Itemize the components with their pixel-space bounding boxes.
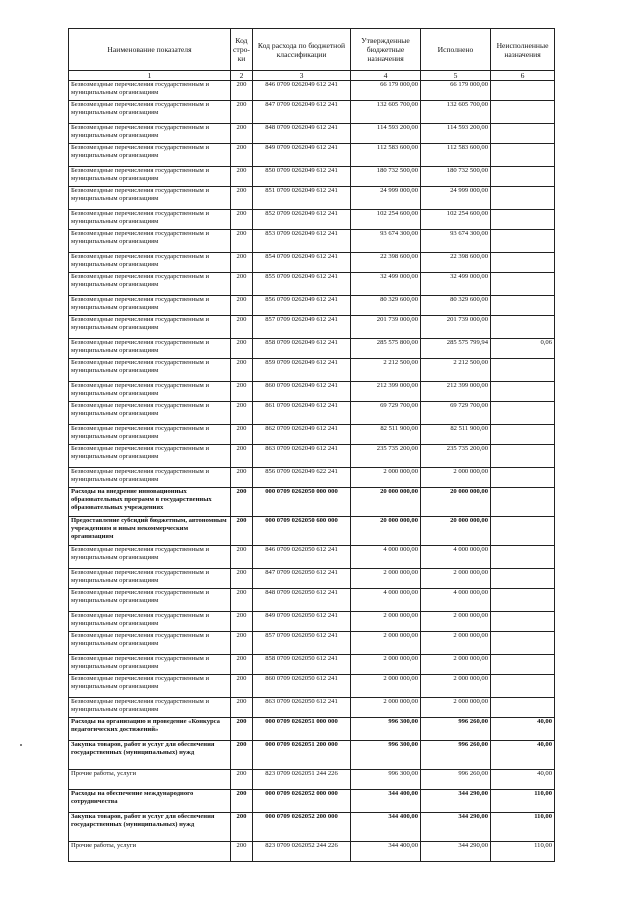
row-expense-code: 863 0709 0262050 612 241	[253, 698, 351, 718]
table-row	[69, 589, 555, 612]
row-approved: 2 000 000,00	[351, 698, 421, 718]
row-unfulfilled	[491, 124, 555, 144]
row-line-code: 200	[231, 741, 253, 770]
table-row	[69, 144, 555, 167]
row-approved: 66 179 000,00	[351, 81, 421, 101]
column-number: 2	[231, 71, 253, 81]
row-name: Безвозмездные перечисления государственным и муниципальным организациям	[69, 144, 231, 167]
table-row	[69, 359, 555, 382]
row-approved: 2 000 000,00	[351, 675, 421, 698]
table-row	[69, 675, 555, 698]
scan-speck	[20, 744, 22, 746]
row-approved: 285 575 800,00	[351, 339, 421, 359]
row-unfulfilled	[491, 296, 555, 316]
row-unfulfilled	[491, 81, 555, 101]
row-unfulfilled	[491, 632, 555, 655]
row-line-code: 200	[231, 813, 253, 842]
table-row	[69, 632, 555, 655]
row-line-code: 200	[231, 359, 253, 382]
row-executed: 24 999 000,00	[421, 187, 491, 210]
row-executed: 22 398 600,00	[421, 253, 491, 273]
row-approved: 2 000 000,00	[351, 655, 421, 675]
row-executed: 2 000 000,00	[421, 675, 491, 698]
row-line-code: 200	[231, 167, 253, 187]
row-line-code: 200	[231, 273, 253, 296]
row-name: Расходы на внедрение инновационных образовательных программ в государственных образовательных учреждениях	[69, 488, 231, 517]
header-name: Наименование показателя	[69, 29, 231, 71]
row-line-code: 200	[231, 187, 253, 210]
row-approved: 20 000 000,00	[351, 517, 421, 546]
row-unfulfilled	[491, 253, 555, 273]
table-row	[69, 488, 555, 517]
column-number: 5	[421, 71, 491, 81]
row-executed: 102 254 600,00	[421, 210, 491, 230]
row-expense-code: 857 0709 0262049 612 241	[253, 316, 351, 339]
table-row	[69, 741, 555, 770]
row-approved: 93 674 300,00	[351, 230, 421, 253]
row-approved: 132 605 700,00	[351, 101, 421, 124]
row-approved: 2 000 000,00	[351, 612, 421, 632]
row-approved: 80 329 600,00	[351, 296, 421, 316]
row-line-code: 200	[231, 101, 253, 124]
row-line-code: 200	[231, 316, 253, 339]
header-approved: Утвержденные бюджетные назначения	[351, 29, 421, 71]
row-name: Безвозмездные перечисления государственным и муниципальным организациям	[69, 569, 231, 589]
row-line-code: 200	[231, 612, 253, 632]
row-approved: 2 000 000,00	[351, 632, 421, 655]
row-unfulfilled	[491, 488, 555, 517]
row-executed: 2 000 000,00	[421, 612, 491, 632]
row-executed: 2 000 000,00	[421, 655, 491, 675]
table-row	[69, 770, 555, 790]
row-expense-code: 000 0709 0262052 200 000	[253, 813, 351, 842]
row-line-code: 200	[231, 445, 253, 468]
table-row	[69, 655, 555, 675]
row-expense-code: 854 0709 0262049 612 241	[253, 253, 351, 273]
table-row	[69, 167, 555, 187]
table-row	[69, 81, 555, 101]
row-name: Безвозмездные перечисления государственным и муниципальным организациям	[69, 632, 231, 655]
table-row	[69, 210, 555, 230]
row-name: Закупка товаров, работ и услуг для обеспечения государственных (муниципальных) нужд	[69, 741, 231, 770]
row-executed: 996 260,00	[421, 718, 491, 741]
row-executed: 180 732 500,00	[421, 167, 491, 187]
row-unfulfilled: 40,00	[491, 718, 555, 741]
row-name: Безвозмездные перечисления государственным и муниципальным организациям	[69, 675, 231, 698]
row-expense-code: 000 0709 0262052 000 000	[253, 790, 351, 813]
row-approved: 102 254 600,00	[351, 210, 421, 230]
row-expense-code: 853 0709 0262049 612 241	[253, 230, 351, 253]
row-executed: 201 739 000,00	[421, 316, 491, 339]
row-unfulfilled	[491, 612, 555, 632]
row-unfulfilled	[491, 230, 555, 253]
row-expense-code: 860 0709 0262050 612 241	[253, 675, 351, 698]
row-unfulfilled: 40,00	[491, 770, 555, 790]
row-unfulfilled	[491, 675, 555, 698]
row-approved: 24 999 000,00	[351, 187, 421, 210]
row-unfulfilled: 110,00	[491, 842, 555, 862]
row-name: Безвозмездные перечисления государственным и муниципальным организациям	[69, 612, 231, 632]
row-executed: 132 605 700,00	[421, 101, 491, 124]
row-name: Закупка товаров, работ и услуг для обеспечения государственных (муниципальных) нужд	[69, 813, 231, 842]
row-unfulfilled: 110,00	[491, 790, 555, 813]
row-name: Безвозмездные перечисления государственным и муниципальным организациям	[69, 425, 231, 445]
row-unfulfilled	[491, 546, 555, 569]
row-executed: 114 593 200,00	[421, 124, 491, 144]
row-unfulfilled	[491, 517, 555, 546]
row-name: Безвозмездные перечисления государственным и муниципальным организациям	[69, 210, 231, 230]
row-unfulfilled	[491, 569, 555, 589]
row-unfulfilled	[491, 187, 555, 210]
table-row	[69, 316, 555, 339]
column-number: 4	[351, 71, 421, 81]
row-executed: 996 260,00	[421, 770, 491, 790]
row-expense-code: 846 0709 0262049 612 241	[253, 81, 351, 101]
row-line-code: 200	[231, 770, 253, 790]
row-name: Безвозмездные перечисления государственным и муниципальным организациям	[69, 359, 231, 382]
table-row	[69, 339, 555, 359]
table-row	[69, 612, 555, 632]
row-name: Безвозмездные перечисления государственным и муниципальным организациям	[69, 339, 231, 359]
row-line-code: 200	[231, 675, 253, 698]
row-name: Безвозмездные перечисления государственным и муниципальным организациям	[69, 101, 231, 124]
row-name: Безвозмездные перечисления государственным и муниципальным организациям	[69, 230, 231, 253]
header-row	[69, 29, 555, 71]
table-row	[69, 517, 555, 546]
row-unfulfilled: 0,06	[491, 339, 555, 359]
row-approved: 2 212 500,00	[351, 359, 421, 382]
table-row	[69, 296, 555, 316]
row-expense-code: 856 0709 0262049 622 241	[253, 468, 351, 488]
header-expense-code: Код расхода по бюджетной классификации	[253, 29, 351, 71]
row-unfulfilled	[491, 167, 555, 187]
row-executed: 2 000 000,00	[421, 632, 491, 655]
row-name: Безвозмездные перечисления государственным и муниципальным организациям	[69, 698, 231, 718]
table-row	[69, 402, 555, 425]
row-name: Безвозмездные перечисления государственным и муниципальным организациям	[69, 468, 231, 488]
row-name: Безвозмездные перечисления государственным и муниципальным организациям	[69, 296, 231, 316]
row-line-code: 200	[231, 698, 253, 718]
row-executed: 69 729 700,00	[421, 402, 491, 425]
row-executed: 285 575 799,94	[421, 339, 491, 359]
budget-execution-table	[68, 28, 555, 862]
row-executed: 82 511 900,00	[421, 425, 491, 445]
row-name: Прочие работы, услуги	[69, 770, 231, 790]
row-expense-code: 000 0709 0262050 600 000	[253, 517, 351, 546]
row-name: Безвозмездные перечисления государственным и муниципальным организациям	[69, 445, 231, 468]
row-line-code: 200	[231, 339, 253, 359]
row-expense-code: 858 0709 0262049 612 241	[253, 339, 351, 359]
row-expense-code: 849 0709 0262049 612 241	[253, 144, 351, 167]
table-row	[69, 124, 555, 144]
row-executed: 20 000 000,00	[421, 517, 491, 546]
row-approved: 32 499 000,00	[351, 273, 421, 296]
row-name: Безвозмездные перечисления государственным и муниципальным организациям	[69, 273, 231, 296]
row-line-code: 200	[231, 517, 253, 546]
row-expense-code: 855 0709 0262049 612 241	[253, 273, 351, 296]
row-executed: 66 179 000,00	[421, 81, 491, 101]
row-line-code: 200	[231, 718, 253, 741]
row-line-code: 200	[231, 589, 253, 612]
table-row	[69, 187, 555, 210]
row-expense-code: 856 0709 0262049 612 241	[253, 296, 351, 316]
column-number: 6	[491, 71, 555, 81]
header-executed: Исполнено	[421, 29, 491, 71]
row-name: Расходы на обеспечение международного сотрудничества	[69, 790, 231, 813]
row-executed: 344 290,00	[421, 790, 491, 813]
row-expense-code: 000 0709 0262051 200 000	[253, 741, 351, 770]
row-approved: 201 739 000,00	[351, 316, 421, 339]
table-row	[69, 230, 555, 253]
row-unfulfilled	[491, 468, 555, 488]
row-approved: 996 300,00	[351, 741, 421, 770]
row-approved: 212 399 000,00	[351, 382, 421, 402]
row-executed: 112 583 600,00	[421, 144, 491, 167]
row-name: Прочие работы, услуги	[69, 842, 231, 862]
row-unfulfilled: 110,00	[491, 813, 555, 842]
column-number: 1	[69, 71, 231, 81]
row-unfulfilled	[491, 101, 555, 124]
row-line-code: 200	[231, 488, 253, 517]
row-executed: 344 290,00	[421, 842, 491, 862]
row-executed: 2 212 500,00	[421, 359, 491, 382]
row-line-code: 200	[231, 569, 253, 589]
row-name: Безвозмездные перечисления государственным и муниципальным организациям	[69, 316, 231, 339]
row-name: Безвозмездные перечисления государственным и муниципальным организациям	[69, 187, 231, 210]
row-expense-code: 859 0709 0262049 612 241	[253, 359, 351, 382]
row-approved: 996 300,00	[351, 718, 421, 741]
column-number: 3	[253, 71, 351, 81]
header-line-code: Код стро-ки	[231, 29, 253, 71]
header-unfulfilled: Неисполненные назначения	[491, 29, 555, 71]
row-unfulfilled	[491, 273, 555, 296]
row-line-code: 200	[231, 632, 253, 655]
row-approved: 344 400,00	[351, 790, 421, 813]
row-executed: 2 000 000,00	[421, 698, 491, 718]
row-line-code: 200	[231, 81, 253, 101]
row-line-code: 200	[231, 144, 253, 167]
row-unfulfilled: 40,00	[491, 741, 555, 770]
row-line-code: 200	[231, 546, 253, 569]
row-name: Безвозмездные перечисления государственным и муниципальным организациям	[69, 589, 231, 612]
row-line-code: 200	[231, 210, 253, 230]
table-row	[69, 382, 555, 402]
row-expense-code: 847 0709 0262049 612 241	[253, 101, 351, 124]
row-expense-code: 848 0709 0262050 612 241	[253, 589, 351, 612]
row-expense-code: 851 0709 0262049 612 241	[253, 187, 351, 210]
row-name: Безвозмездные перечисления государственным и муниципальным организациям	[69, 546, 231, 569]
row-approved: 2 000 000,00	[351, 468, 421, 488]
table-row	[69, 445, 555, 468]
row-expense-code: 848 0709 0262049 612 241	[253, 124, 351, 144]
row-name: Безвозмездные перечисления государственным и муниципальным организациям	[69, 124, 231, 144]
row-unfulfilled	[491, 698, 555, 718]
row-unfulfilled	[491, 425, 555, 445]
row-line-code: 200	[231, 425, 253, 445]
row-approved: 22 398 600,00	[351, 253, 421, 273]
row-approved: 69 729 700,00	[351, 402, 421, 425]
row-approved: 4 000 000,00	[351, 546, 421, 569]
row-expense-code: 863 0709 0262049 612 241	[253, 445, 351, 468]
row-line-code: 200	[231, 655, 253, 675]
row-expense-code: 861 0709 0262049 612 241	[253, 402, 351, 425]
row-unfulfilled	[491, 445, 555, 468]
row-approved: 20 000 000,00	[351, 488, 421, 517]
row-approved: 344 400,00	[351, 813, 421, 842]
row-expense-code: 862 0709 0262049 612 241	[253, 425, 351, 445]
row-line-code: 200	[231, 253, 253, 273]
row-executed: 2 000 000,00	[421, 468, 491, 488]
row-expense-code: 860 0709 0262049 612 241	[253, 382, 351, 402]
row-executed: 93 674 300,00	[421, 230, 491, 253]
row-name: Безвозмездные перечисления государственным и муниципальным организациям	[69, 167, 231, 187]
row-expense-code: 849 0709 0262050 612 241	[253, 612, 351, 632]
row-line-code: 200	[231, 124, 253, 144]
row-unfulfilled	[491, 144, 555, 167]
row-line-code: 200	[231, 402, 253, 425]
row-expense-code: 000 0709 0262050 000 000	[253, 488, 351, 517]
row-expense-code: 823 0709 0262052 244 226	[253, 842, 351, 862]
row-executed: 4 000 000,00	[421, 546, 491, 569]
table-row	[69, 813, 555, 842]
row-executed: 2 000 000,00	[421, 569, 491, 589]
row-unfulfilled	[491, 359, 555, 382]
row-expense-code: 846 0709 0262050 612 241	[253, 546, 351, 569]
row-line-code: 200	[231, 296, 253, 316]
row-expense-code: 000 0709 0262051 000 000	[253, 718, 351, 741]
row-name: Предоставление субсидий бюджетным, автономным учреждениям и иным некоммерческим организациям	[69, 517, 231, 546]
column-number-row	[69, 71, 555, 81]
row-line-code: 200	[231, 468, 253, 488]
row-name: Безвозмездные перечисления государственным и муниципальным организациям	[69, 253, 231, 273]
row-expense-code: 858 0709 0262050 612 241	[253, 655, 351, 675]
row-line-code: 200	[231, 790, 253, 813]
row-expense-code: 847 0709 0262050 612 241	[253, 569, 351, 589]
table-row	[69, 101, 555, 124]
row-unfulfilled	[491, 382, 555, 402]
table-row	[69, 546, 555, 569]
row-expense-code: 852 0709 0262049 612 241	[253, 210, 351, 230]
row-approved: 996 300,00	[351, 770, 421, 790]
row-unfulfilled	[491, 589, 555, 612]
row-approved: 4 000 000,00	[351, 589, 421, 612]
report-sheet	[68, 28, 554, 862]
table-row	[69, 425, 555, 445]
table-row	[69, 842, 555, 862]
table-row	[69, 273, 555, 296]
row-unfulfilled	[491, 210, 555, 230]
row-expense-code: 850 0709 0262049 612 241	[253, 167, 351, 187]
row-approved: 344 400,00	[351, 842, 421, 862]
row-unfulfilled	[491, 402, 555, 425]
row-approved: 180 732 500,00	[351, 167, 421, 187]
row-executed: 344 290,00	[421, 813, 491, 842]
row-approved: 112 583 600,00	[351, 144, 421, 167]
table-row	[69, 790, 555, 813]
row-executed: 20 000 000,00	[421, 488, 491, 517]
row-executed: 212 399 000,00	[421, 382, 491, 402]
row-executed: 996 260,00	[421, 741, 491, 770]
row-unfulfilled	[491, 316, 555, 339]
row-name: Безвозмездные перечисления государственным и муниципальным организациям	[69, 655, 231, 675]
table-row	[69, 569, 555, 589]
row-expense-code: 857 0709 0262050 612 241	[253, 632, 351, 655]
row-name: Безвозмездные перечисления государственным и муниципальным организациям	[69, 382, 231, 402]
row-executed: 235 735 200,00	[421, 445, 491, 468]
row-name: Расходы на организацию и проведение «Конкурса педагогических достижений»	[69, 718, 231, 741]
row-unfulfilled	[491, 655, 555, 675]
row-line-code: 200	[231, 230, 253, 253]
row-executed: 80 329 600,00	[421, 296, 491, 316]
row-expense-code: 823 0709 0262051 244 226	[253, 770, 351, 790]
row-executed: 32 499 000,00	[421, 273, 491, 296]
table-row	[69, 718, 555, 741]
table-row	[69, 253, 555, 273]
row-executed: 4 000 000,00	[421, 589, 491, 612]
table-row	[69, 468, 555, 488]
row-approved: 235 735 200,00	[351, 445, 421, 468]
row-approved: 2 000 000,00	[351, 569, 421, 589]
row-name: Безвозмездные перечисления государственным и муниципальным организациям	[69, 81, 231, 101]
row-approved: 114 593 200,00	[351, 124, 421, 144]
row-name: Безвозмездные перечисления государственным и муниципальным организациям	[69, 402, 231, 425]
row-approved: 82 511 900,00	[351, 425, 421, 445]
table-row	[69, 698, 555, 718]
row-line-code: 200	[231, 842, 253, 862]
row-line-code: 200	[231, 382, 253, 402]
